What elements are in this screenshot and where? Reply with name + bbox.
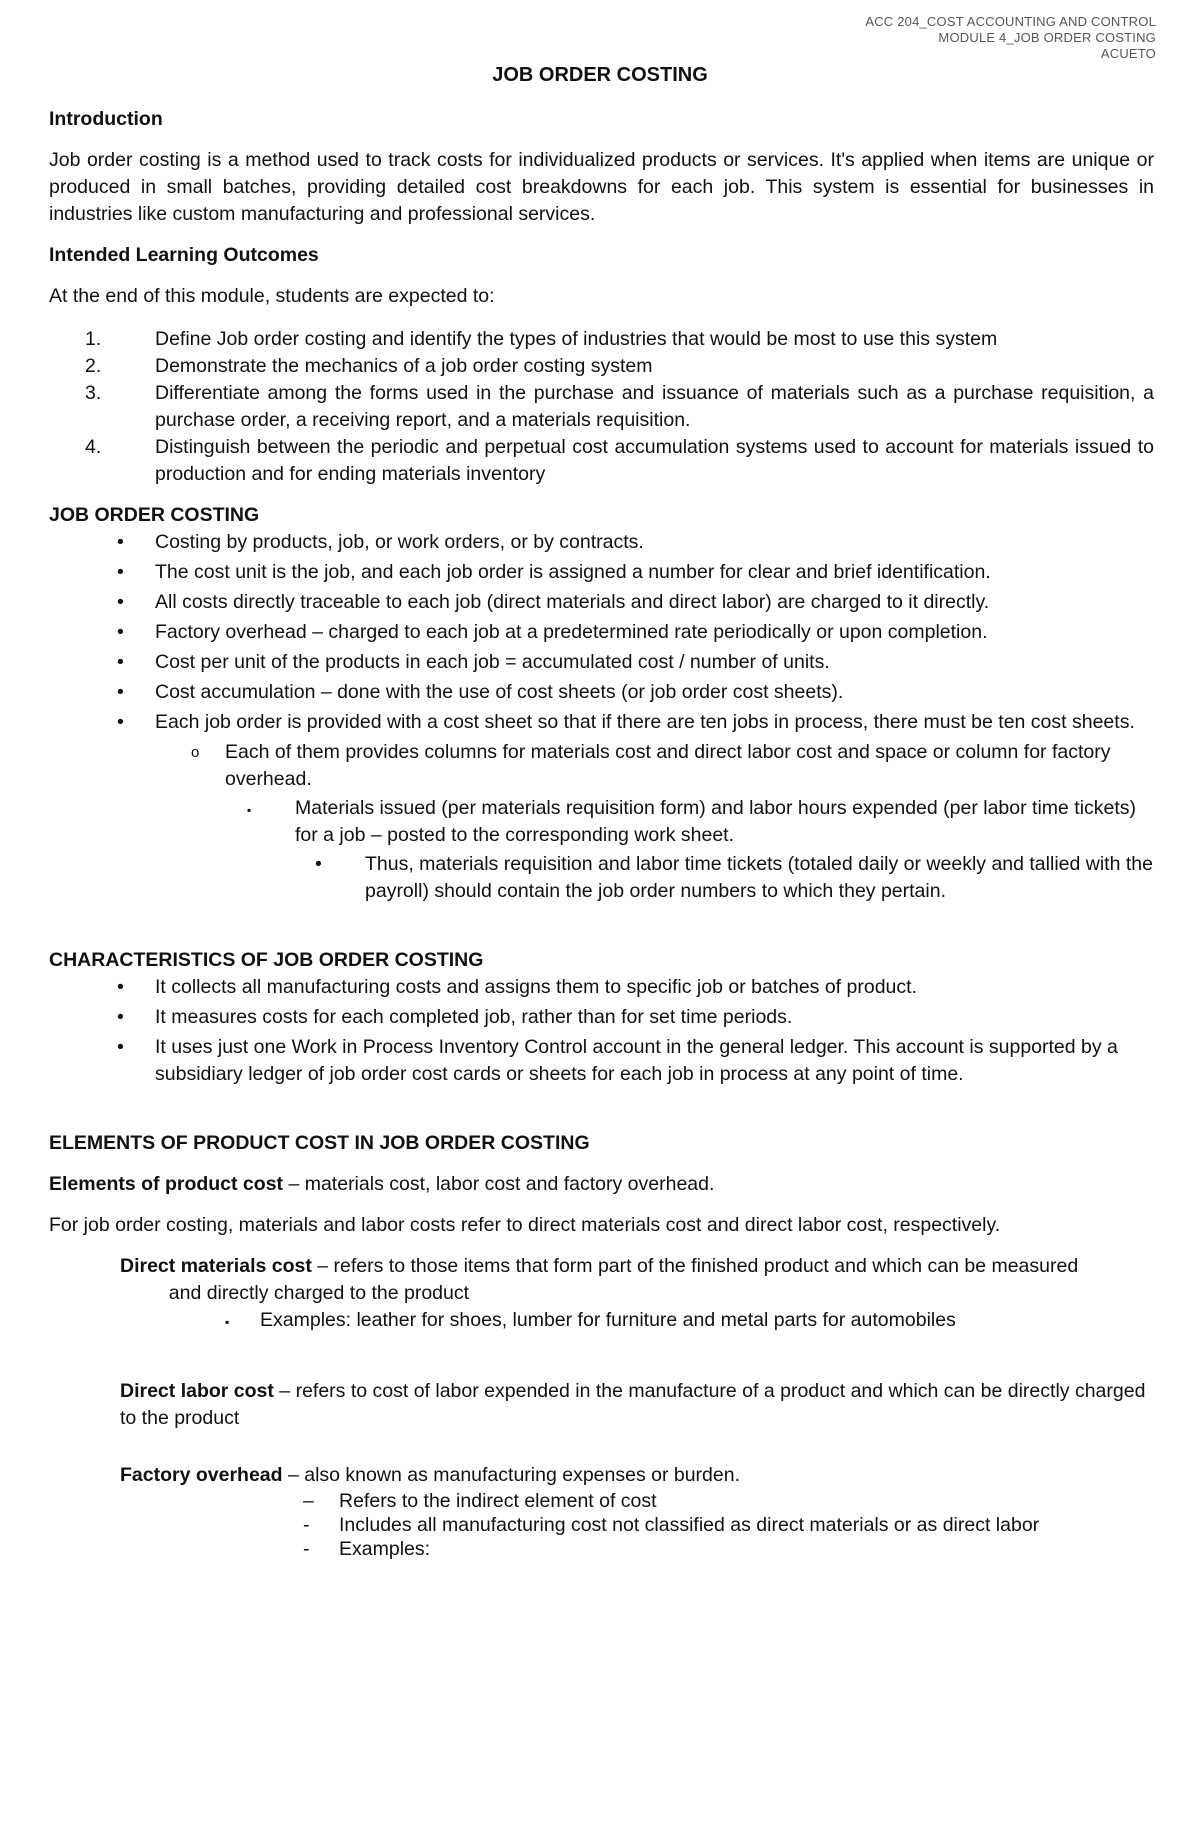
direct-labor-paragraph — [120, 1378, 1154, 1432]
bullet-marker: • — [117, 561, 124, 583]
list-item — [49, 353, 1154, 380]
list-item — [49, 619, 1154, 646]
elements-definition — [49, 1171, 1154, 1198]
square-marker: ▪ — [247, 803, 252, 817]
list-item — [49, 326, 1154, 353]
example-item — [225, 1307, 1154, 1336]
list-text: It collects all manufacturing costs and assigns them to specific job or batches of product. — [155, 976, 917, 998]
term-definition: – also known as manufacturing expenses or burden. — [282, 1464, 741, 1486]
running-header — [865, 14, 1156, 62]
list-item — [303, 1537, 1154, 1561]
list-item — [49, 709, 1154, 736]
bullet-marker: • — [117, 711, 124, 733]
list-item — [49, 1004, 1154, 1031]
list-text: It uses just one Work in Process Inventory Control account in the general ledger. This account is supported by a subsidiary ledger of job order cost cards or sheets for each job in process at any point of time. — [155, 1036, 1118, 1085]
bullet-marker: • — [117, 976, 124, 998]
list-number: 4. — [85, 436, 102, 458]
list-text: Each of them provides columns for materials cost and direct labor cost and space or column for factory overhead. — [225, 741, 1111, 790]
list-item — [303, 1489, 1154, 1513]
header-author: ACUETO — [1100, 46, 1156, 61]
list-text: Differentiate among the forms used in the purchase and issuance of materials such as a purchase requisition, a purchase order, a receiving report, and a materials requisition. — [155, 382, 1154, 431]
list-item — [49, 380, 1154, 434]
list-text: Costing by products, job, or work orders, or by contracts. — [155, 531, 644, 553]
list-item — [49, 679, 1154, 706]
list-number: 2. — [85, 355, 102, 377]
chars-heading: CHARACTERISTICS OF JOB ORDER COSTING — [49, 949, 484, 971]
page-title: JOB ORDER COSTING — [492, 64, 708, 86]
term-bold: Direct labor cost — [120, 1380, 274, 1402]
list-item — [49, 974, 1154, 1001]
header-course: ACC 204_COST ACCOUNTING AND CONTROL — [865, 14, 1156, 29]
list-text: Includes all manufacturing cost not classified as direct materials or as direct labor — [339, 1514, 1040, 1536]
joc-bullet-list — [49, 529, 1154, 736]
list-text: Refers to the indirect element of cost — [339, 1490, 657, 1512]
elements-heading: ELEMENTS OF PRODUCT COST IN JOB ORDER COSTING — [49, 1132, 590, 1154]
circle-marker: o — [191, 744, 200, 761]
list-item — [49, 589, 1154, 616]
list-text: Cost per unit of the products in each job = accumulated cost / number of units. — [155, 651, 830, 673]
sub-list-item — [225, 795, 1154, 849]
direct-materials-paragraph — [120, 1253, 1154, 1307]
dash-marker: - — [303, 1538, 310, 1560]
bullet-marker: • — [117, 1006, 124, 1028]
ilo-lead: At the end of this module, students are expected to: — [49, 285, 495, 307]
bullet-marker: • — [117, 531, 124, 553]
list-item — [49, 649, 1154, 676]
list-text: Cost accumulation – done with the use of cost sheets (or job order cost sheets). — [155, 681, 844, 703]
list-text: Thus, materials requisition and labor time tickets (totaled daily or weekly and tallied with the payroll) should contain the job order numbers to which they pertain. — [365, 853, 1153, 902]
chars-bullet-list — [49, 974, 1154, 1088]
joc-heading: JOB ORDER COSTING — [49, 504, 260, 526]
list-item — [49, 434, 1154, 488]
term-definition: – refers to those items that form part of the finished product and which can be measured and directly charged to the product — [120, 1255, 1079, 1304]
term-bold: Factory overhead — [120, 1464, 283, 1486]
list-number: 3. — [85, 382, 102, 404]
bullet-marker: • — [117, 681, 124, 703]
list-item — [49, 1034, 1154, 1088]
list-item — [49, 529, 1154, 556]
term-bold: Direct materials cost — [120, 1255, 312, 1277]
dash-marker: – — [303, 1490, 314, 1512]
list-text: Examples: leather for shoes, lumber for furniture and metal parts for automobiles — [260, 1309, 956, 1331]
list-text: The cost unit is the job, and each job order is assigned a number for clear and brief identification. — [155, 561, 991, 583]
ilo-heading: Intended Learning Outcomes — [49, 244, 319, 266]
list-text: Materials issued (per materials requisition form) and labor hours expended (per labor time tickets) for a job – posted to the corresponding work sheet. — [295, 797, 1137, 846]
list-item — [49, 559, 1154, 586]
list-text: Each job order is provided with a cost sheet so that if there are ten jobs in process, there must be ten cost sheets. — [155, 711, 1135, 733]
list-text: Factory overhead – charged to each job at a predetermined rate periodically or upon completion. — [155, 621, 988, 643]
list-text: Demonstrate the mechanics of a job order costing system — [155, 355, 653, 377]
bullet-marker: • — [117, 591, 124, 613]
intro-paragraph: Job order costing is a method used to track costs for individualized products or services. It's applied when items are unique or produced in small batches, providing detailed cost breakdowns for each job. This system is essential for businesses in industries like custom manufacturing and professional services. — [49, 149, 1154, 225]
list-text: Distinguish between the periodic and perpetual cost accumulation systems used to account for materials issued to production and for ending materials inventory — [155, 436, 1154, 485]
term-definition: – materials cost, labor cost and factory overhead. — [283, 1173, 715, 1195]
term-definition: – refers to cost of labor expended in the manufacture of a product and which can be directly charged to the product — [120, 1380, 1146, 1429]
sub-list-item — [295, 851, 1154, 905]
bullet-marker: • — [315, 853, 322, 875]
term-bold: Elements of product cost — [49, 1173, 284, 1195]
list-text: It measures costs for each completed job, rather than for set time periods. — [155, 1006, 793, 1028]
elements-note: For job order costing, materials and labor costs refer to direct materials cost and direct labor cost, respectively. — [49, 1214, 1001, 1236]
sub-list-item — [155, 739, 1154, 793]
list-text: Define Job order costing and identify the types of industries that would be most to use this system — [155, 328, 998, 350]
factory-overhead-paragraph — [120, 1462, 1154, 1489]
document-body — [49, 106, 1154, 1561]
bullet-marker: • — [117, 651, 124, 673]
ilo-list — [49, 326, 1154, 488]
list-text: Examples: — [339, 1538, 431, 1560]
list-text: All costs directly traceable to each job (direct materials and direct labor) are charged to it directly. — [155, 591, 990, 613]
bullet-marker: • — [117, 1036, 124, 1058]
list-number: 1. — [85, 328, 102, 350]
dash-marker: - — [303, 1514, 310, 1536]
square-marker: ▪ — [225, 1315, 230, 1329]
bullet-marker: • — [117, 621, 124, 643]
list-item — [303, 1513, 1154, 1537]
intro-heading: Introduction — [49, 108, 163, 130]
header-module: MODULE 4_JOB ORDER COSTING — [938, 30, 1156, 45]
